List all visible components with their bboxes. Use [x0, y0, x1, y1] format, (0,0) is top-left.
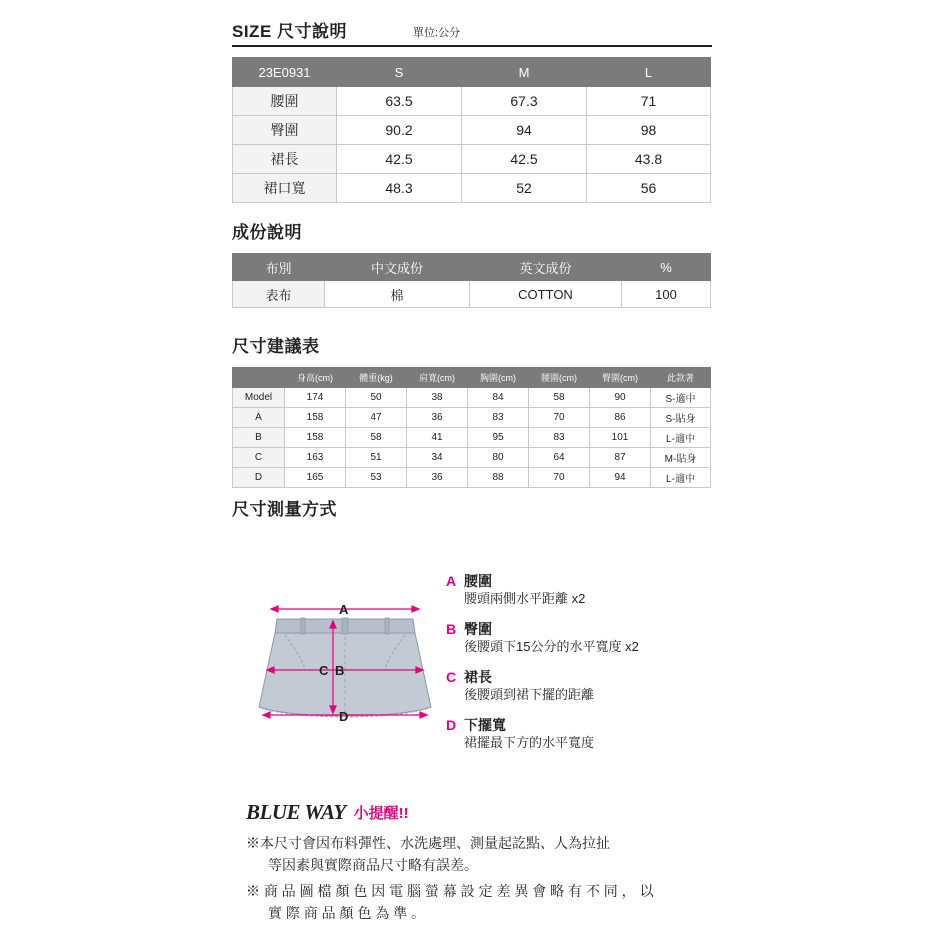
recommend-section: [232, 332, 712, 488]
cell: 70: [529, 408, 590, 428]
cell: 165: [285, 468, 346, 488]
legend-desc-c: 後腰頭到裙下擺的距離: [464, 687, 595, 702]
cell: 90: [590, 388, 651, 408]
cell: 94: [590, 468, 651, 488]
cell: 67.3: [462, 87, 587, 116]
cell: 58: [529, 388, 590, 408]
legend-title-c: 裙長: [464, 669, 492, 685]
legend-desc-d: 裙擺最下方的水平寬度: [464, 735, 595, 750]
cell: 94: [462, 116, 587, 145]
size-header-l: L: [587, 58, 711, 87]
recommend-table: [232, 367, 711, 488]
diagram-label-a: A: [339, 602, 349, 617]
cell: 58: [346, 428, 407, 448]
legend-letter-b: B: [446, 621, 457, 637]
cell: 63.5: [337, 87, 462, 116]
table-row: [233, 145, 711, 174]
composition-section: [232, 218, 712, 308]
legend-item-c: [446, 668, 776, 704]
size-section: [232, 17, 712, 203]
cell: COTTON: [470, 281, 622, 308]
legend-title-b: 臀圍: [464, 621, 492, 637]
table-row: [233, 428, 711, 448]
cell: 43.8: [587, 145, 711, 174]
cell: S-適中: [651, 388, 711, 408]
unit-note: 單位:公分: [413, 27, 461, 39]
brand-logo: BLUE WAY: [246, 800, 346, 824]
cell: 88: [468, 468, 529, 488]
footer-notice: [246, 800, 716, 924]
rec-header-bust: 胸圍(cm): [468, 368, 529, 388]
rec-header-fit: 此款著: [651, 368, 711, 388]
recommend-section-title: 尺寸建議表: [232, 337, 320, 356]
size-header-m: M: [462, 58, 587, 87]
cell: 95: [468, 428, 529, 448]
composition-table: [232, 253, 711, 308]
skirt-illustration-svg: [245, 595, 445, 740]
notice-line-1: ※本尺寸會因布料彈性、水洗處理、測量起訖點、人為拉扯: [246, 835, 610, 851]
legend-letter-d: D: [446, 717, 457, 733]
composition-section-title: 成份說明: [232, 223, 302, 242]
legend-item-d: [446, 716, 776, 752]
comp-header-fabric: 布別: [233, 254, 325, 281]
cell: 158: [285, 408, 346, 428]
size-header-s: S: [337, 58, 462, 87]
legend-letter-a: A: [446, 573, 457, 589]
cell: 90.2: [337, 116, 462, 145]
cell: 100: [622, 281, 711, 308]
comp-header-en: 英文成份: [470, 254, 622, 281]
cell: 84: [468, 388, 529, 408]
row-label: D: [233, 468, 285, 488]
cell: 51: [346, 448, 407, 468]
table-row: [233, 388, 711, 408]
notice-line-1b: 等因素與實際商品尺寸略有誤差。: [268, 857, 478, 873]
row-label: 裙長: [233, 145, 337, 174]
cell: 棉: [325, 281, 470, 308]
cell: 48.3: [337, 174, 462, 203]
legend-desc-a: 腰頭兩側水平距離 x2: [464, 591, 586, 606]
table-row: [233, 468, 711, 488]
table-row: [233, 281, 711, 308]
size-table: [232, 57, 711, 203]
size-title-rule: [232, 45, 712, 47]
cell: 42.5: [337, 145, 462, 174]
comp-header-pct: %: [622, 254, 711, 281]
legend-title-a: 腰圍: [464, 573, 492, 589]
legend-item-a: [446, 572, 776, 608]
diagram-label-d: D: [339, 709, 349, 724]
cell: 56: [587, 174, 711, 203]
table-row: [233, 116, 711, 145]
measure-section-title: 尺寸測量方式: [232, 500, 337, 519]
remind-label: 小提醒!!: [353, 805, 409, 822]
skirt-diagram: [245, 595, 445, 740]
cell: 71: [587, 87, 711, 116]
cell: S-貼身: [651, 408, 711, 428]
cell: 86: [590, 408, 651, 428]
legend-title-d: 下擺寬: [464, 717, 506, 733]
comp-header-zh: 中文成份: [325, 254, 470, 281]
rec-header-waist: 腰圍(cm): [529, 368, 590, 388]
cell: 83: [468, 408, 529, 428]
table-row: [233, 174, 711, 203]
row-label: 臀圍: [233, 116, 337, 145]
cell: 36: [407, 408, 468, 428]
cell: 98: [587, 116, 711, 145]
cell: 53: [346, 468, 407, 488]
composition-table-header-row: [233, 254, 711, 281]
recommend-table-header-row: [233, 368, 711, 388]
cell: 87: [590, 448, 651, 468]
cell: 36: [407, 468, 468, 488]
cell: 42.5: [462, 145, 587, 174]
cell: 34: [407, 448, 468, 468]
table-row: [233, 448, 711, 468]
cell: 64: [529, 448, 590, 468]
legend-item-b: [446, 620, 776, 656]
rec-header-blank: [233, 368, 285, 388]
diagram-label-c: C: [319, 663, 329, 678]
cell: 101: [590, 428, 651, 448]
cell: 163: [285, 448, 346, 468]
rec-header-height: 身高(cm): [285, 368, 346, 388]
cell: 174: [285, 388, 346, 408]
size-table-header-row: [233, 58, 711, 87]
cell: 83: [529, 428, 590, 448]
row-label: 腰圍: [233, 87, 337, 116]
notice-line-2b: 實 際 商 品 顏 色 為 準 。: [268, 905, 426, 921]
cell: 70: [529, 468, 590, 488]
cell: 80: [468, 448, 529, 468]
row-label: C: [233, 448, 285, 468]
cell: L-適中: [651, 428, 711, 448]
row-label: Model: [233, 388, 285, 408]
table-row: [233, 87, 711, 116]
measure-legend: [446, 572, 776, 764]
rec-header-weight: 體重(kg): [346, 368, 407, 388]
legend-desc-b: 後腰頭下15公分的水平寬度 x2: [464, 639, 639, 654]
rec-header-hip: 臀圍(cm): [590, 368, 651, 388]
cell: 158: [285, 428, 346, 448]
cell: 52: [462, 174, 587, 203]
table-row: [233, 408, 711, 428]
notice-line-2: ※ 商 品 圖 檔 顏 色 因 電 腦 螢 幕 設 定 差 異 會 略 有 不 同 ， 以: [246, 883, 654, 899]
row-label: 裙口寬: [233, 174, 337, 203]
row-label: A: [233, 408, 285, 428]
cell: M-貼身: [651, 448, 711, 468]
row-label: B: [233, 428, 285, 448]
cell: 50: [346, 388, 407, 408]
cell: 47: [346, 408, 407, 428]
cell: 38: [407, 388, 468, 408]
size-header-code: 23E0931: [233, 58, 337, 87]
cell: 41: [407, 428, 468, 448]
diagram-label-b: B: [335, 663, 345, 678]
legend-letter-c: C: [446, 669, 457, 685]
cell: L-適中: [651, 468, 711, 488]
row-label: 表布: [233, 281, 325, 308]
rec-header-shoulder: 肩寬(cm): [407, 368, 468, 388]
size-section-title: SIZE 尺寸說明: [232, 22, 348, 41]
